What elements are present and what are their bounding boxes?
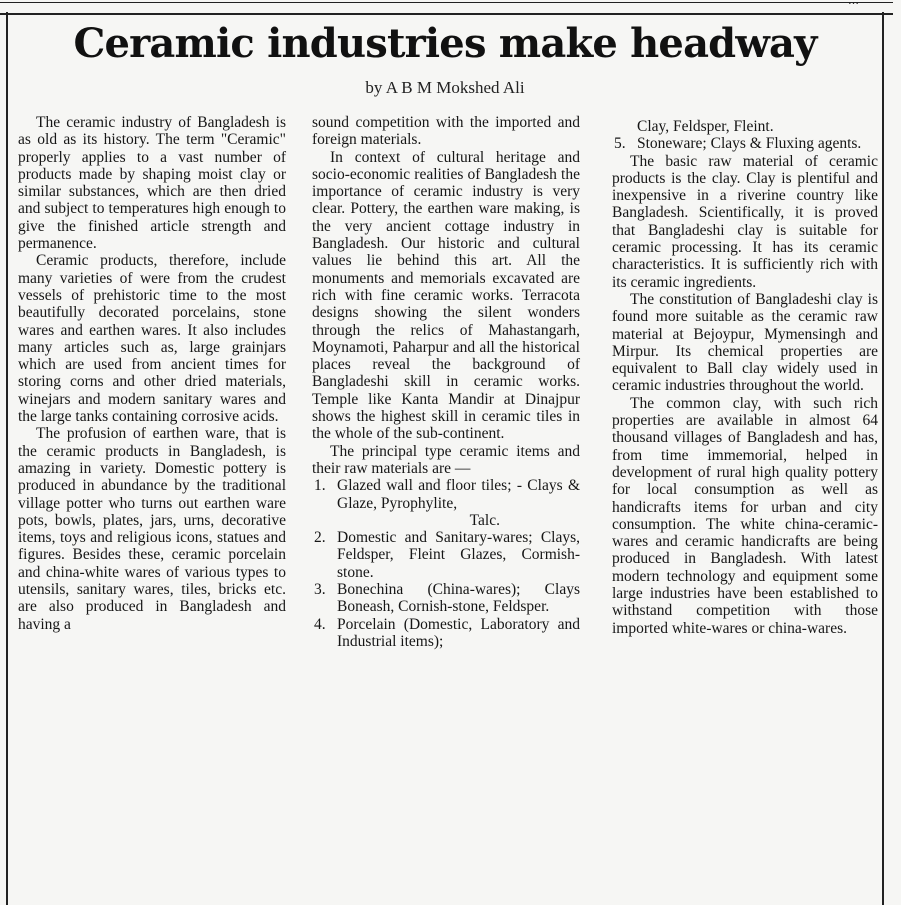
list-number: 4. <box>314 615 326 633</box>
list-number: 1. <box>314 477 326 495</box>
paragraph: The basic raw material of ceramic products is the clay. Clay is plentiful and inexpensive in a riverine country like Bangladesh. Scientifically, it is proved that Bangladeshi clay is suitable for ceramic processing. It has its ceramic characteristics. It is sufficiently rich with its ceramic ingredients. <box>612 152 878 291</box>
paragraph: The ceramic industry of Bangladesh is as old as its history. The term "Ceramic" properly applies to a vast number of products made by shaping moist clay or similar substances, which are then dried and subject to temperatures high enough to give the finished article strength and permanence. <box>18 114 286 253</box>
page-number-fragment: … <box>848 0 859 7</box>
paragraph: The principal type ceramic items and their raw materials are — <box>312 442 580 477</box>
article-column-1 <box>18 114 286 633</box>
list-number: 5. <box>614 135 626 153</box>
list-text: Domestic and Sanitary-wares; Clays, Feldsper, Fleint Glazes, Cormish-stone. <box>337 529 580 581</box>
right-column-rule <box>882 12 884 905</box>
paragraph: In context of cultural heritage and socio-economic realities of Bangladesh the importance of ceramic industry is very clear. Pottery, the earthen ware making, is the very ancient cottage industry in Bangladesh. Our historic and cultural values lie behind this art. All the monuments and memorials excavated are rich with fine ceramic works. Terracota designs showing the silent wonders through the relics of Mahastangarh, Moynamoti, Paharpur and all the historical places reveal the background of Bangladeshi skill in ceramic works. Temple like Kanta Mandir at Dinajpur shows the highest skill in ceramic tiles in the whole of the sub-continent. <box>312 148 580 443</box>
list-text: Porcelain (Domestic, Laboratory and Industrial items); <box>337 615 580 650</box>
list-item <box>312 616 580 651</box>
article-column-3 <box>612 118 878 637</box>
list-item-continuation: Clay, Feldsper, Fleint. <box>637 118 774 135</box>
list-item <box>612 135 878 152</box>
paragraph: sound competition with the imported and foreign materials. <box>312 114 580 149</box>
list-item-tail: Talc. <box>469 511 500 529</box>
paragraph: The constitution of Bangladeshi clay is found more suitable as the ceramic raw material at Bejoypur, Mymensingh and Mirpur. Its chemical properties are equivalent to Ball clay widely used in ceramic industries throughout the world. <box>612 290 878 395</box>
list-item <box>312 477 580 512</box>
headline: Ceramic industries make headway <box>73 20 817 67</box>
list-text: Stoneware; Clays & Fluxing agents. <box>637 135 862 153</box>
article-column-2 <box>312 114 580 650</box>
left-column-rule <box>6 12 8 905</box>
byline: by A B M Mokshed Ali <box>365 78 525 97</box>
paragraph: The common clay, with such rich properties are available in almost 64 thousand villages of Bangladesh and has, from time immemorial, helped in development of rural high quality pottery for local consumption as well as handicrafts items for urban and city consumption. The white china-ceramic-wares and ceramic handicrafts are being produced in Bangladesh. With latest modern technology and equipment some large industries have been established to withstand competition with those imported white-wares or china-wares. <box>612 394 878 637</box>
top-rule <box>0 2 893 15</box>
list-number: 3. <box>314 581 326 599</box>
list-item <box>312 529 580 581</box>
list-item <box>312 581 580 616</box>
paragraph: Ceramic products, therefore, include many varieties of were from the crudest vessels of prehistoric time to the most beautifully decorated porcelains, stone wares and earthen wares. It also includes many articles such as, large grainjars which are used from ancient times for storing corns and other dried materials, winejars and modern sanitary wares and the large tanks containing corrosive acids. <box>18 252 286 426</box>
paragraph: The profusion of earthen ware, that is the ceramic products in Bangladesh, is amazing in variety. Domestic pottery is produced in abundance by the traditional village potter who turns out earthen ware pots, bowls, plates, jars, urns, decorative items, toys and religious icons, statues and figures. Besides these, ceramic porcelain and china-white wares of various types to utensils, sanitary wares, tiles, bricks etc. are also produced in Bangladesh and having a <box>18 425 286 633</box>
list-text: Bonechina (China-wares); Clays Boneash, Cornish-stone, Feldsper. <box>337 581 580 616</box>
list-text: Glazed wall and floor tiles; - Clays & Glaze, Pyrophylite, <box>337 477 580 512</box>
list-number: 2. <box>314 529 326 547</box>
